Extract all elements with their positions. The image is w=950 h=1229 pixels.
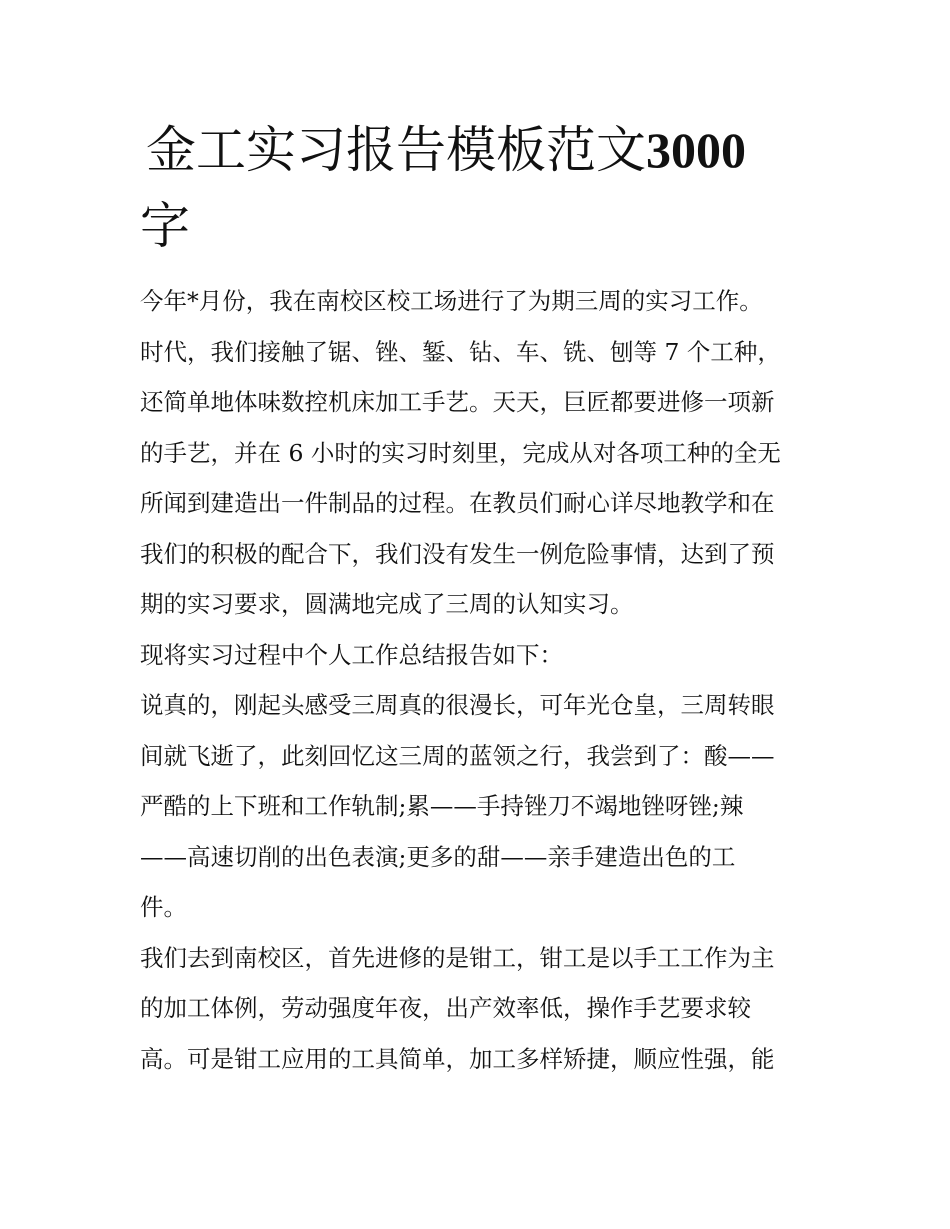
text-line: ——高速切削的出色表演;更多的甜——亲手建造出色的工 (140, 842, 736, 871)
title-line-2: 字 (140, 197, 190, 255)
text-line: 期的实习要求，圆满地完成了三周的认知实习。 (140, 590, 634, 618)
title-line-1 (146, 112, 746, 188)
text-line: 的手艺，并在 6 小时的实习时刻里，完成从对各项工种的全无 (140, 438, 781, 467)
text-line: 我们的积极的配合下，我们没有发生一例危险事情，达到了预 (140, 539, 775, 568)
text-line: 的加工体例，劳动强度年夜，出产效率低，操作手艺要求较 (140, 994, 751, 1022)
text-line: 现将实习过程中个人工作总结报告如下： (140, 640, 563, 669)
title-number: 3000 (646, 122, 746, 178)
text-line: 说真的，刚起头感受三周真的很漫长，可年光仓皇，三周转眼 (140, 691, 775, 719)
text-line: 严酷的上下班和工作轨制;累——手持锉刀不竭地锉呀锉;辣 (140, 792, 744, 820)
document-title (140, 112, 746, 264)
title-text: 金工实习报告模板范文 (146, 121, 646, 179)
text-line: 间就飞逝了，此刻回忆这三周的蓝领之行，我尝到了：酸—— (140, 741, 775, 770)
text-line: 件。 (140, 893, 187, 921)
text-line: 所闻到建造出一件制品的过程。在教员们耐心详尽地教学和在 (140, 489, 775, 517)
text-line: 高。可是钳工应用的工具简单，加工多样矫捷，顺应性强，能 (140, 1044, 775, 1073)
document-body (140, 276, 820, 1084)
text-line: 我们去到南校区，首先进修的是钳工，钳工是以手工工作为主 (140, 943, 775, 972)
text-line: 今年*月份，我在南校区校工场进行了为期三周的实习工作。 (140, 287, 763, 315)
text-line: 时代，我们接触了锯、锉、錾、钻、车、铣、刨等 7 个工种， (140, 337, 781, 366)
text-line: 还简单地体味数控机床加工手艺。天天，巨匠都要进修一项新 (140, 388, 775, 416)
